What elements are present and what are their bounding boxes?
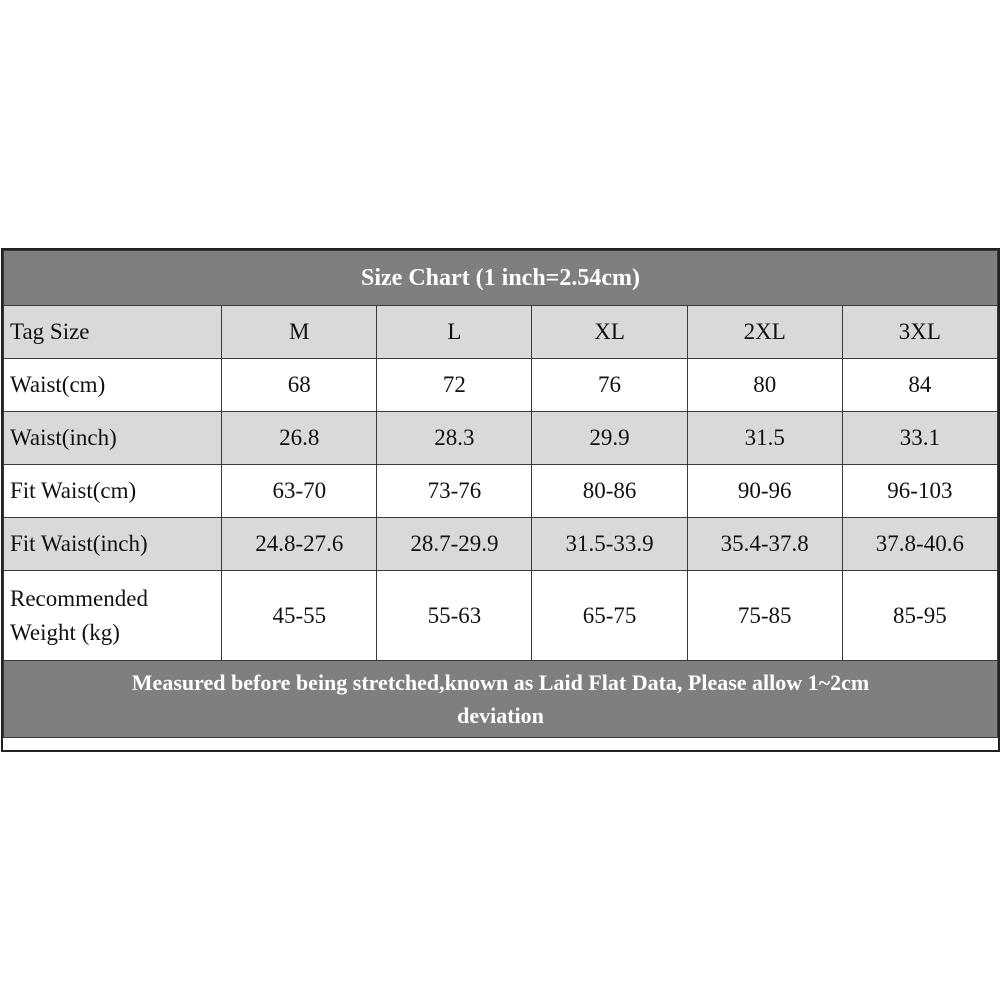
table-cell: 76 [532,359,687,412]
table-cell: 90-96 [687,465,842,518]
row-label-line: Recommended [10,585,148,611]
table-cell: 24.8-27.6 [222,518,377,571]
row-label: Fit Waist(inch) [4,518,222,571]
table-cell: 28.7-29.9 [377,518,532,571]
table-row [4,412,998,465]
size-header-3xl: 3XL [842,306,997,359]
table-cell: 55-63 [377,571,532,661]
footer-note-line: deviation [457,703,544,728]
table-cell: 29.9 [532,412,687,465]
table-cell: 96-103 [842,465,997,518]
row-label: Fit Waist(cm) [4,465,222,518]
table-cell: 31.5-33.9 [532,518,687,571]
row-label-line: Weight (kg) [10,619,120,645]
table-row [4,359,998,412]
tag-size-label: Tag Size [4,306,222,359]
table-cell: 80-86 [532,465,687,518]
row-label: Waist(cm) [4,359,222,412]
row-label [4,571,222,661]
table-row [4,518,998,571]
table-cell: 63-70 [222,465,377,518]
table-cell: 72 [377,359,532,412]
size-header-m: M [222,306,377,359]
row-label: Waist(inch) [4,412,222,465]
table-cell: 80 [687,359,842,412]
table-cell: 73-76 [377,465,532,518]
footer-note [4,661,998,738]
footer-row [4,661,998,738]
table-cell: 33.1 [842,412,997,465]
table-cell: 85-95 [842,571,997,661]
chart-title: Size Chart (1 inch=2.54cm) [4,251,998,306]
size-header-2xl: 2XL [687,306,842,359]
title-row [4,251,998,306]
table-row [4,571,998,661]
size-chart [1,248,1000,752]
size-header-l: L [377,306,532,359]
table-cell: 28.3 [377,412,532,465]
table-cell: 31.5 [687,412,842,465]
table-cell: 75-85 [687,571,842,661]
table-cell: 84 [842,359,997,412]
table-cell: 35.4-37.8 [687,518,842,571]
table-cell: 37.8-40.6 [842,518,997,571]
size-header-xl: XL [532,306,687,359]
table-cell: 65-75 [532,571,687,661]
table-cell: 26.8 [222,412,377,465]
table-cell: 45-55 [222,571,377,661]
header-row [4,306,998,359]
size-table [3,250,998,738]
table-row [4,465,998,518]
footer-note-line: Measured before being stretched,known as Laid Flat Data, Please allow 1~2cm [131,670,870,695]
table-cell: 68 [222,359,377,412]
